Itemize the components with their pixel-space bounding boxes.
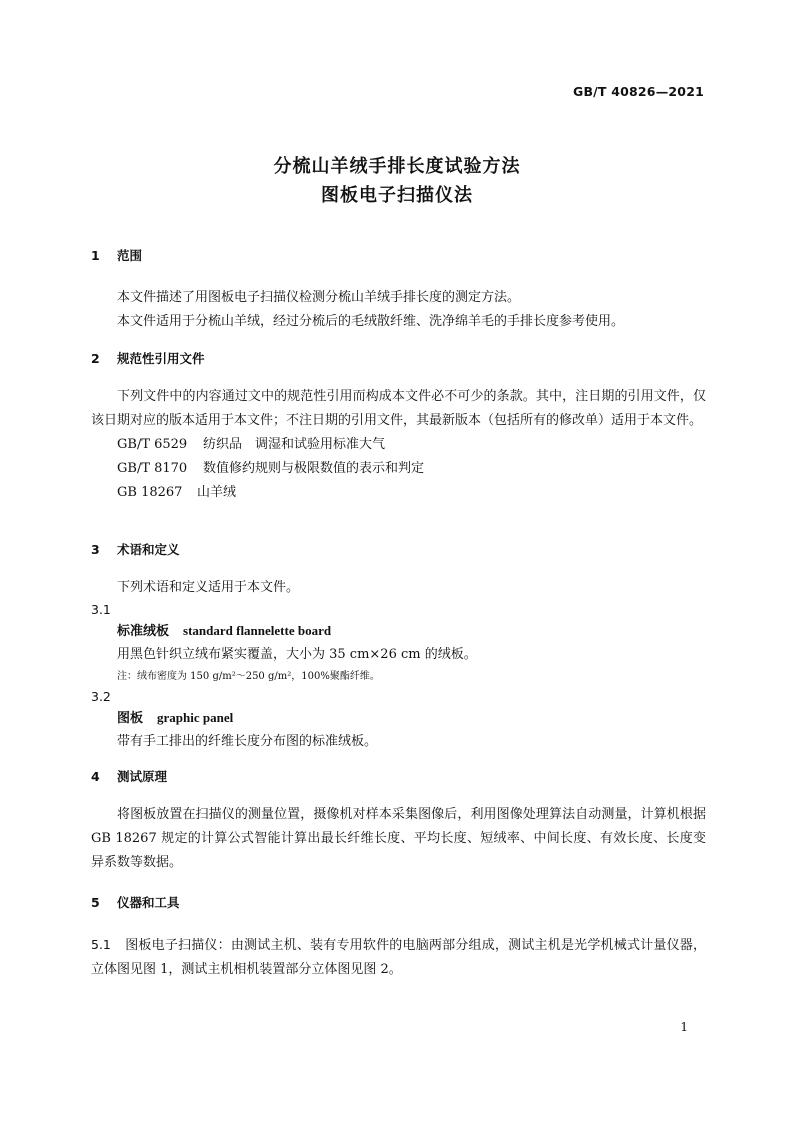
term-english: standard flannelette board (183, 623, 332, 638)
reference-title: 山羊绒 (197, 485, 237, 500)
reference-item (91, 433, 706, 457)
reference-title: 纺织品 调湿和试验用标准大气 (203, 437, 386, 452)
section-title: 范围 (117, 248, 143, 263)
section-scope (91, 244, 706, 334)
section-number: 3 (91, 542, 100, 557)
subclause-number: 5.1 (91, 937, 111, 952)
section-test-principle (91, 765, 706, 875)
term-note: 注：绒布密度为 150 g/m²～250 g/m²，100%聚酯纤维。 (117, 671, 380, 682)
scope-paragraph-2: 本文件适用于分梳山羊绒，经过分梳后的毛绒散纤维、洗净绵羊毛的手排长度参考使用。 (117, 314, 625, 329)
scope-paragraph-1: 本文件描述了用图板电子扫描仪检测分梳山羊绒手排长度的测定方法。 (117, 290, 521, 305)
section-normative-references (91, 347, 706, 505)
section-heading (91, 891, 706, 915)
section-title: 仪器和工具 (117, 895, 180, 910)
term-definition: 带有手工排出的纤维长度分布图的标准绒板。 (117, 734, 378, 749)
reference-title: 数值修约规则与极限数值的表示和判定 (203, 461, 425, 476)
term-english: graphic panel (157, 710, 234, 725)
section-number: 4 (91, 769, 100, 784)
section-title: 术语和定义 (117, 542, 180, 557)
term-entry (91, 620, 706, 643)
term-entry (91, 707, 706, 730)
section-heading (91, 538, 706, 562)
subclause-text: 图板电子扫描仪：由测试主机、装有专用软件的电脑两部分组成，测试主机是光学机械式计量仪器，立体图见图 1，测试主机相机装置部分立体图见图 2。 (91, 938, 706, 977)
section-number: 1 (91, 248, 100, 263)
section-heading (91, 347, 706, 371)
page-number: 1 (680, 1020, 688, 1034)
term-definition: 用黑色针织立绒布紧实覆盖，大小为 35 cm×26 cm 的绒板。 (117, 647, 477, 662)
section-number: 5 (91, 895, 100, 910)
term-number: 3.1 (91, 602, 111, 617)
terms-intro-paragraph: 下列术语和定义适用于本文件。 (117, 580, 300, 595)
section-title: 测试原理 (117, 769, 168, 784)
term-number: 3.2 (91, 689, 111, 704)
section-heading (91, 765, 706, 789)
reference-item (91, 457, 706, 481)
instrument-paragraph-5-1 (91, 933, 706, 982)
references-intro-paragraph: 下列文件中的内容通过文中的规范性引用而构成本文件必不可少的条款。其中，注日期的引用文件，仅该日期对应的版本适用于本文件；不注日期的引用文件，其最新版本（包括所有的修改单）适用于本文件。 (91, 389, 706, 428)
standard-code: GB/T 40826—2021 (572, 84, 704, 99)
section-heading (91, 244, 706, 268)
section-number: 2 (91, 351, 100, 366)
principle-paragraph: 将图板放置在扫描仪的测量位置，摄像机对样本采集图像后，利用图像处理算法自动测量，计算机根据 GB 18267 规定的计算公式智能计算出最长纤维长度、平均长度、短绒率、中间长度、有效长度、长度变异系数等数据。 (91, 807, 706, 870)
term-chinese: 标准绒板 (117, 624, 170, 639)
reference-item (91, 481, 706, 505)
section-title: 规范性引用文件 (117, 351, 205, 366)
reference-code: GB 18267 (117, 485, 183, 500)
reference-code: GB/T 6529 (117, 437, 188, 452)
section-instruments-tools (91, 891, 706, 982)
document-title-line2: 图板电子扫描仪法 (321, 185, 473, 206)
document-title-line1: 分梳山羊绒手排长度试验方法 (273, 156, 521, 177)
reference-code: GB/T 8170 (117, 461, 188, 476)
section-terms-definitions (91, 538, 706, 754)
term-chinese: 图板 (117, 711, 144, 726)
